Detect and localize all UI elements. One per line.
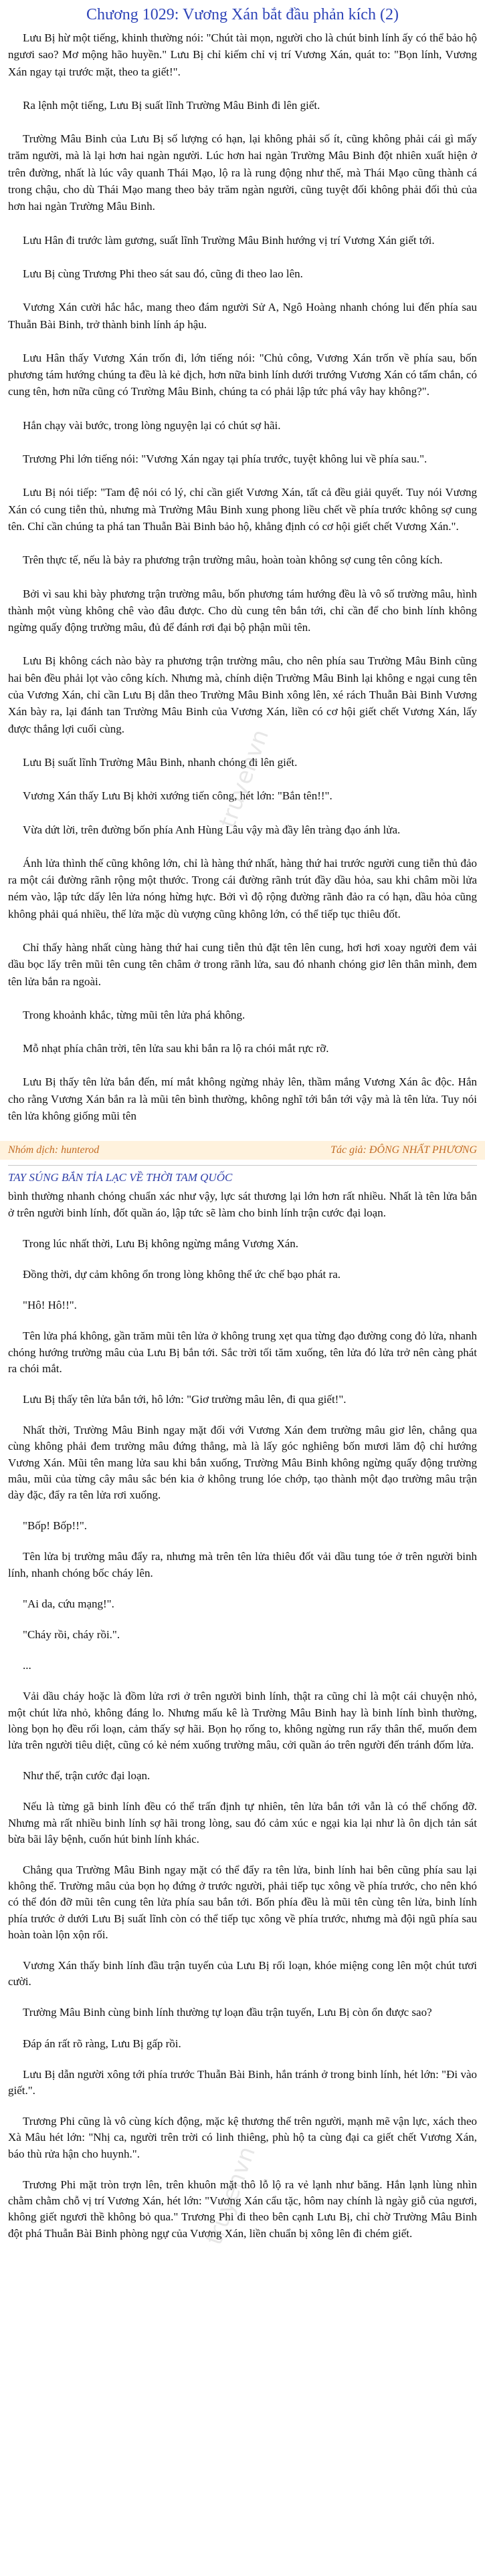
divider: [8, 1165, 477, 1166]
paragraph: "Hô! Hô!!".: [23, 1299, 77, 1312]
chapter-title: Chương 1029: Vương Xán bắt đầu phản kích (2): [86, 6, 399, 23]
paragraph: Đáp án rất rõ ràng, Lưu Bị gấp rồi.: [23, 2037, 181, 2050]
paragraph: Lưu Hân thấy Vương Xán trốn đi, lớn tiếng nói: "Chủ công, Vương Xán trốn về phía sau, bốn phương tám hướng chúng ta đều là kẻ địch, hơn nữa binh lính dưới trướng Vương Xán có tấm chắn, có cung tên, hơn nữa cũng có Trường Mâu Binh, chúng ta có phải lập tức phá vây hay không?".: [8, 351, 477, 398]
paragraph: Trong khoảnh khắc, từng mũi tên lửa phá không.: [23, 1008, 246, 1021]
paragraph: Vương Xán thấy binh lính đầu trận tuyến của Lưu Bị rối loạn, khóe miệng cong lên một chút tươi cười.: [8, 1959, 477, 1988]
paragraph: Lưu Bị dẫn người xông tới phía trước Thuẫn Bài Binh, hắn tránh ở trong binh lính, hét lớn: "Đi vào giết.".: [8, 2067, 477, 2097]
credits-bar: [0, 1141, 485, 1160]
paragraph: Vương Xán thấy Lưu Bị khởi xướng tiến công, hét lớn: "Bắn tên!!".: [23, 789, 332, 803]
paragraph: Lưu Bị suất lĩnh Trường Mâu Binh, nhanh chóng đi lên giết.: [23, 755, 298, 769]
paragraph: Như thế, trận cước đại loạn.: [23, 1769, 151, 1783]
paragraph: Vừa dứt lời, trên đường bốn phía Anh Hùng Lâu vậy mà đầy lên tràng đạo ánh lửa.: [23, 823, 401, 836]
paragraph: Lưu Bị không cách nào bày ra phương trận trường mâu, cho nên phía sau Trường Mâu Binh cũng hai bên đều phải lọt vào công kích. Nhưng mà, chính diện Trường Mâu Binh lại không e ngại cung tên của Vương Xán, chỉ cần Lưu Bị dẫn theo Trường Mâu Binh xông lên, xé rách Thuẫn Bài Binh Vương Xán bày ra, lại đánh tan Trường Mâu Binh của Vương Xán, liền có cơ hội giết chết Vương Xán, lấy được thắng lợi cuối cùng.: [8, 654, 477, 735]
paragraph: Nhất thời, Trường Mâu Binh ngay mặt đối với Vương Xán đem trường mâu giơ lên, chẳng qua cùng không phải đem trường mâu đứng thẳng, mà là lấy góc nghiêng bốn mươi lăm độ chỉ hướng Vương Xán. Mũi tên mang lửa sau khi bắn xuống, Trường Mâu Binh không ngừng quấy động trường mâu, mũi của từng cây mâu sắc bén kia ở không trung lóe chớp, tạo thành một đạo trường mâu trận dày đặc, đẩy ra tên lửa rơi xuống.: [8, 1424, 477, 1501]
paragraph: Trường Mâu Binh của Lưu Bị số lượng có hạn, lại không phải số ít, cũng không phải cái gì mấy trăm người, mà là lại hơn hai ngàn người. Lúc hơn hai ngàn Trường Mâu Binh đột nhiên xuất hiện ở trên đường, nhất là lúc vây quanh Thái Mạo, lộ ra là rung động như thế, mà Thái Mạo cũng thành cá trong chậu, cho dù Thái Mạo mang theo bảy trăm ngàn người, cũng tuyệt đối không phải đối thủ của hơn hai ngàn Trường Mâu Binh.: [8, 132, 477, 213]
paragraph: Chỉ thấy hàng nhất cùng hàng thứ hai cung tiễn thủ đặt tên lên cung, hơi hơi xoay người đem vải dầu bọc lấy trên mũi tên cung tên châm ở trong rãnh lửa, sau đó nhanh chóng giơ lên thân mình, đem tên lửa bắn ra ngoài.: [8, 940, 477, 988]
paragraph: Vương Xán cười hắc hắc, mang theo đám người Sử A, Ngô Hoàng nhanh chóng lui đến phía sau Thuẫn Bài Binh, trở thành binh lính áp hậu.: [8, 301, 477, 331]
paragraph: Lưu Hân đi trước làm gương, suất lĩnh Trường Mâu Binh hướng vị trí Vương Xán giết tới.: [23, 233, 435, 247]
translator-credit: Nhóm dịch: hunterod: [8, 1144, 100, 1156]
paragraph: Nếu là từng gã binh lính đều có thể trấn định tự nhiên, tên lửa bắn tới vẫn là có thể chống đỡ. Nhưng mà rất nhiều binh lính sợ hãi trong lòng, sau đó cảm xúc e ngại kia lại như là ôn dịch tản sát bừa bãi lây bệnh, cuốn hút binh lính khác.: [8, 1800, 477, 1845]
paragraph: Lưu Bị thấy tên lửa bắn tới, hô lớn: "Giơ trường mâu lên, đi qua giết!".: [23, 1392, 347, 1406]
paragraph: bình thường nhanh chóng chuẩn xác như vậy, lực sát thương lại lớn hơn rất nhiều. Nhất là tên lửa bắn ở trên người binh lính, đốt quần áo, lập tức sẽ làm cho binh lính trận cước đại loạn.: [8, 1190, 477, 1219]
paragraph: Trường Mâu Binh cùng binh lính thường tự loạn đầu trận tuyến, Lưu Bị còn ổn được sao?: [23, 2006, 432, 2019]
paragraph: Lưu Bị thấy tên lửa bắn đến, mí mắt không ngừng nhảy lên, thầm mắng Vương Xán âc độc. Hắn cho rằng Vương Xán bắn ra là mũi tên bình thường, không nghĩ tới bắn tới vậy mà là tên lửa. Tuy nói tên lửa không giống mũi tên: [8, 1075, 477, 1123]
paragraph: Trương Phi mặt tròn trợn lên, trên khuôn mặt thô lỗ lộ ra vẻ lạnh như băng. Hắn lạnh lùng nhìn chằm chằm chỗ vị trí Vương Xán, hét lớn: "Vương Xán cẩu tặc, hôm nay chính là ngày giỗ của ngươi, không giết ngươi thề không bỏ qua." Trương Phi đi theo bên cạnh Lưu Bị, chỉ chờ Trường Mâu Binh đột phá Thuẫn Bài Binh phòng ngự của Vương Xán, liền chuẩn bị xông lên đi chém giết.: [8, 2178, 477, 2240]
paragraph: Trên thực tế, nếu là bảy ra phương trận trường mâu, hoàn toàn không sợ cung tên công kích.: [23, 553, 443, 567]
paragraph: Vải dầu cháy hoặc là đồm lửa rơi ở trên người binh lính, thật ra cũng chỉ là một cái chuyện nhỏ, một chút lửa nhỏ, không đáng lo. Nhưng mấu kê là Trường Mâu Binh hay là binh lính bình thường, lòng bọn họ đều rối loạn, cảm thấy sợ hãi. Bọn họ rống to, không ngừng run rẩy thân thể, muốn đem lửa trên người tiêu diệt, cũng có kẻ ném xuống trường mâu, cởi quần áo trên người đến tránh đốm lửa.: [8, 1690, 477, 1752]
paragraph: Trương Phi lớn tiếng nói: "Vương Xán ngay tại phía trước, tuyệt không lui về phía sau.".: [23, 453, 427, 466]
paragraph: "Ai da, cứu mạng!".: [23, 1597, 114, 1610]
paragraph: Hắn chạy vài bước, trong lòng nguyện lại có chút sợ hãi.: [23, 418, 281, 432]
paragraph: Trong lúc nhất thời, Lưu Bị không ngừng mắng Vương Xán.: [23, 1237, 299, 1250]
paragraph: "Bốp! Bốp!!".: [23, 1519, 88, 1533]
paragraph: Mỗ nhạt phía chân trời, tên lửa sau khi bắn ra lộ ra chói mắt rực rỡ.: [23, 1042, 329, 1055]
paragraph: Đồng thời, dự cảm không ổn trong lòng không thể ức chế bạo phát ra.: [23, 1267, 341, 1281]
chapter-body-part1: [0, 29, 485, 1124]
paragraph: ...: [23, 1659, 31, 1672]
author-credit: Tác giả: ĐÔNG NHẤT PHƯƠNG: [330, 1144, 477, 1156]
paragraph: Tên lửa bị trường mâu đẩy ra, nhưng mà trên tên lửa thiêu đốt vải dầu tung tóe ở trên người binh lính, nhanh chóng bốc cháy lên.: [8, 1550, 477, 1579]
paragraph: Ánh lửa thình thế cũng không lớn, chỉ là hàng thứ nhất, hàng thứ hai trước người cung tiễn thủ đảo ra một cái đường rãnh rộng một thước. Trong cái đường rãnh trút đầy dầu hỏa, sau khi châm mồi lửa ném vào, lập tức dấy lên lửa nóng hừng hực. Bởi vì độ rộng đường rãnh đảo ra có hạn, dầu hỏa cũng không phải quá nhiều, thế lửa mặc dù vượng cũng không lớn, có thể tiếp tục thiêu đốt.: [8, 856, 477, 920]
paragraph: Tên lửa phá không, gần trăm mũi tên lửa ở không trung xẹt qua từng đạo đường cong đỏ lửa, nhanh chóng hướng trường mâu của Lưu Bị bắn tới. Sắc trời tối tăm xuống, tên lửa đó lửa trở nên càng phát ra chói mắt.: [8, 1329, 477, 1375]
paragraph: Trương Phi cũng là vô cùng kích động, mặc kệ thương thế trên người, mạnh mẽ vận lực, xách theo Xà Mâu hét lớn: "Nhị ca, người trên trời có linh thiêng, phù hộ ta cùng đại ca giết chết Vương Xán, báo thù rửa hận cho huynh.".: [8, 2115, 477, 2160]
paragraph: Lưu Bị nói tiếp: "Tam đệ nói có lý, chỉ cần giết Vương Xán, tất cả đều giải quyết. Tuy nói Vương Xán có cung tiễn thủ, nhưng mà Trường Mâu Binh xung phong liều chết về phía trước không sợ cung tên. Chỉ cần chúng ta phá tan Thuẫn Bài Binh bảo hộ, khẳng định có cơ hội giết chết Vương Xán.".: [8, 486, 477, 533]
chapter-body-part2: [0, 1188, 485, 2241]
watermark: truyenvn: [201, 2143, 261, 2248]
paragraph: Ra lệnh một tiếng, Lưu Bị suất lĩnh Trường Mâu Binh đi lên giết.: [23, 98, 320, 112]
paragraph: "Cháy rồi, cháy rồi.".: [23, 1628, 120, 1642]
paragraph: Lưu Bị hừ một tiếng, khinh thường nói: "Chút tài mọn, người cho là chút binh lính ấy có thể bảo hộ ngươi sao? Mơ mộng hão huyền." Lưu Bị chỉ kiếm chỉ vị trí Vương Xán, quát to: "Bọn lính, Vương Xán ngay tại trước mặt, theo ta giết!".: [8, 31, 477, 78]
paragraph: Bởi vì sau khi bày phương trận trường mâu, bốn phương tám hướng đều là vô số trường mâu, hình thành một vùng không chê vào đâu được. Cho dù cung tên bắn tới, chỉ cần để cho binh lính không ngừng quấy động trường mâu, đủ để đánh rơi đại bộ phận mũi tên.: [8, 587, 477, 634]
paragraph: Chẳng qua Trường Mâu Binh ngay mặt có thể đẩy ra tên lửa, binh lính hai bên cũng phía sau lại không thể. Trường mâu của bọn họ đứng ở trước người, phải tiếp tục xông về phía trước, cho nên khó có thể đón đỡ mũi tên cung tên lửa phía sau bắn tới. Bốn phía đều là mũi tên cùng tên lửa, binh lính phía trước ở dưới Lưu Bị suất lĩnh còn có thể tiếp tục xông về phía trước, nhưng mà đội ngũ phía sau hoàn toàn lộn xộn rối.: [8, 1863, 477, 1941]
book-title-header: TAY SÚNG BẮN TỈA LẠC VỀ THỜI TAM QUỐC: [8, 1171, 233, 1184]
paragraph: Lưu Bị cùng Trương Phi theo sát sau đó, cũng đi theo lao lên.: [23, 267, 303, 280]
watermark: truyenvn: [214, 726, 274, 831]
